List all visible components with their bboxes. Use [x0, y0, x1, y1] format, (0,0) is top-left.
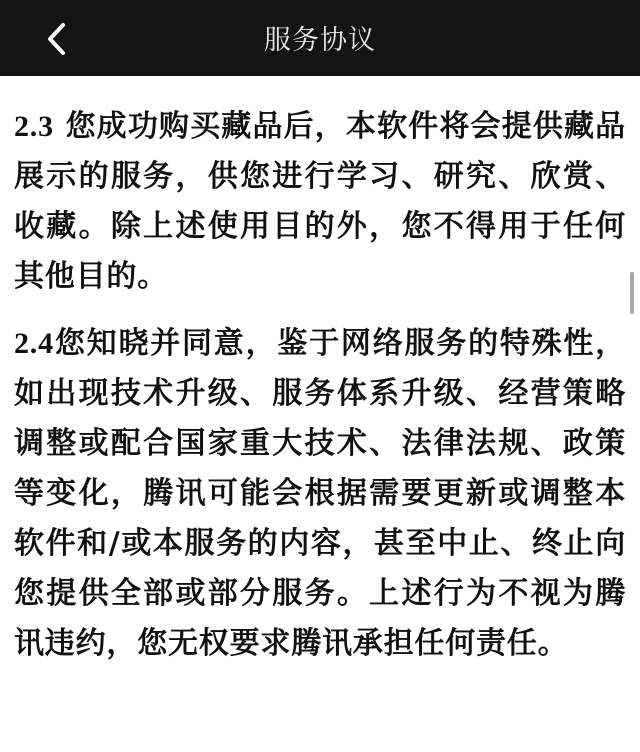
agreement-paragraph-2-4	[14, 319, 626, 669]
clause-text: 您成功购买藏品后，本软件将会提供藏品展示的服务，供您进行学习、研究、欣赏、收藏。除上述使用目的外，您不得用于任何其他目的。	[14, 109, 626, 294]
clause-text: 您知晓并同意，鉴于网络服务的特殊性，如出现技术升级、服务体系升级、经营策略调整或配合国家重大技术、法律法规、政策等变化，腾讯可能会根据需要更新或调整本软件和/或本服务的内容，甚至中止、终止向您提供全部或部分服务。上述行为不视为腾讯违约，您无权要求腾讯承担任何责任。	[14, 326, 626, 661]
clause-number: 2.3	[14, 110, 54, 143]
page-title: 服务协议	[264, 25, 376, 56]
top-navigation-bar	[0, 0, 640, 76]
clause-number: 2.4	[14, 327, 54, 360]
scrollbar-thumb[interactable]	[630, 272, 634, 314]
agreement-paragraph-2-3	[14, 102, 626, 302]
agreement-content	[14, 102, 626, 686]
